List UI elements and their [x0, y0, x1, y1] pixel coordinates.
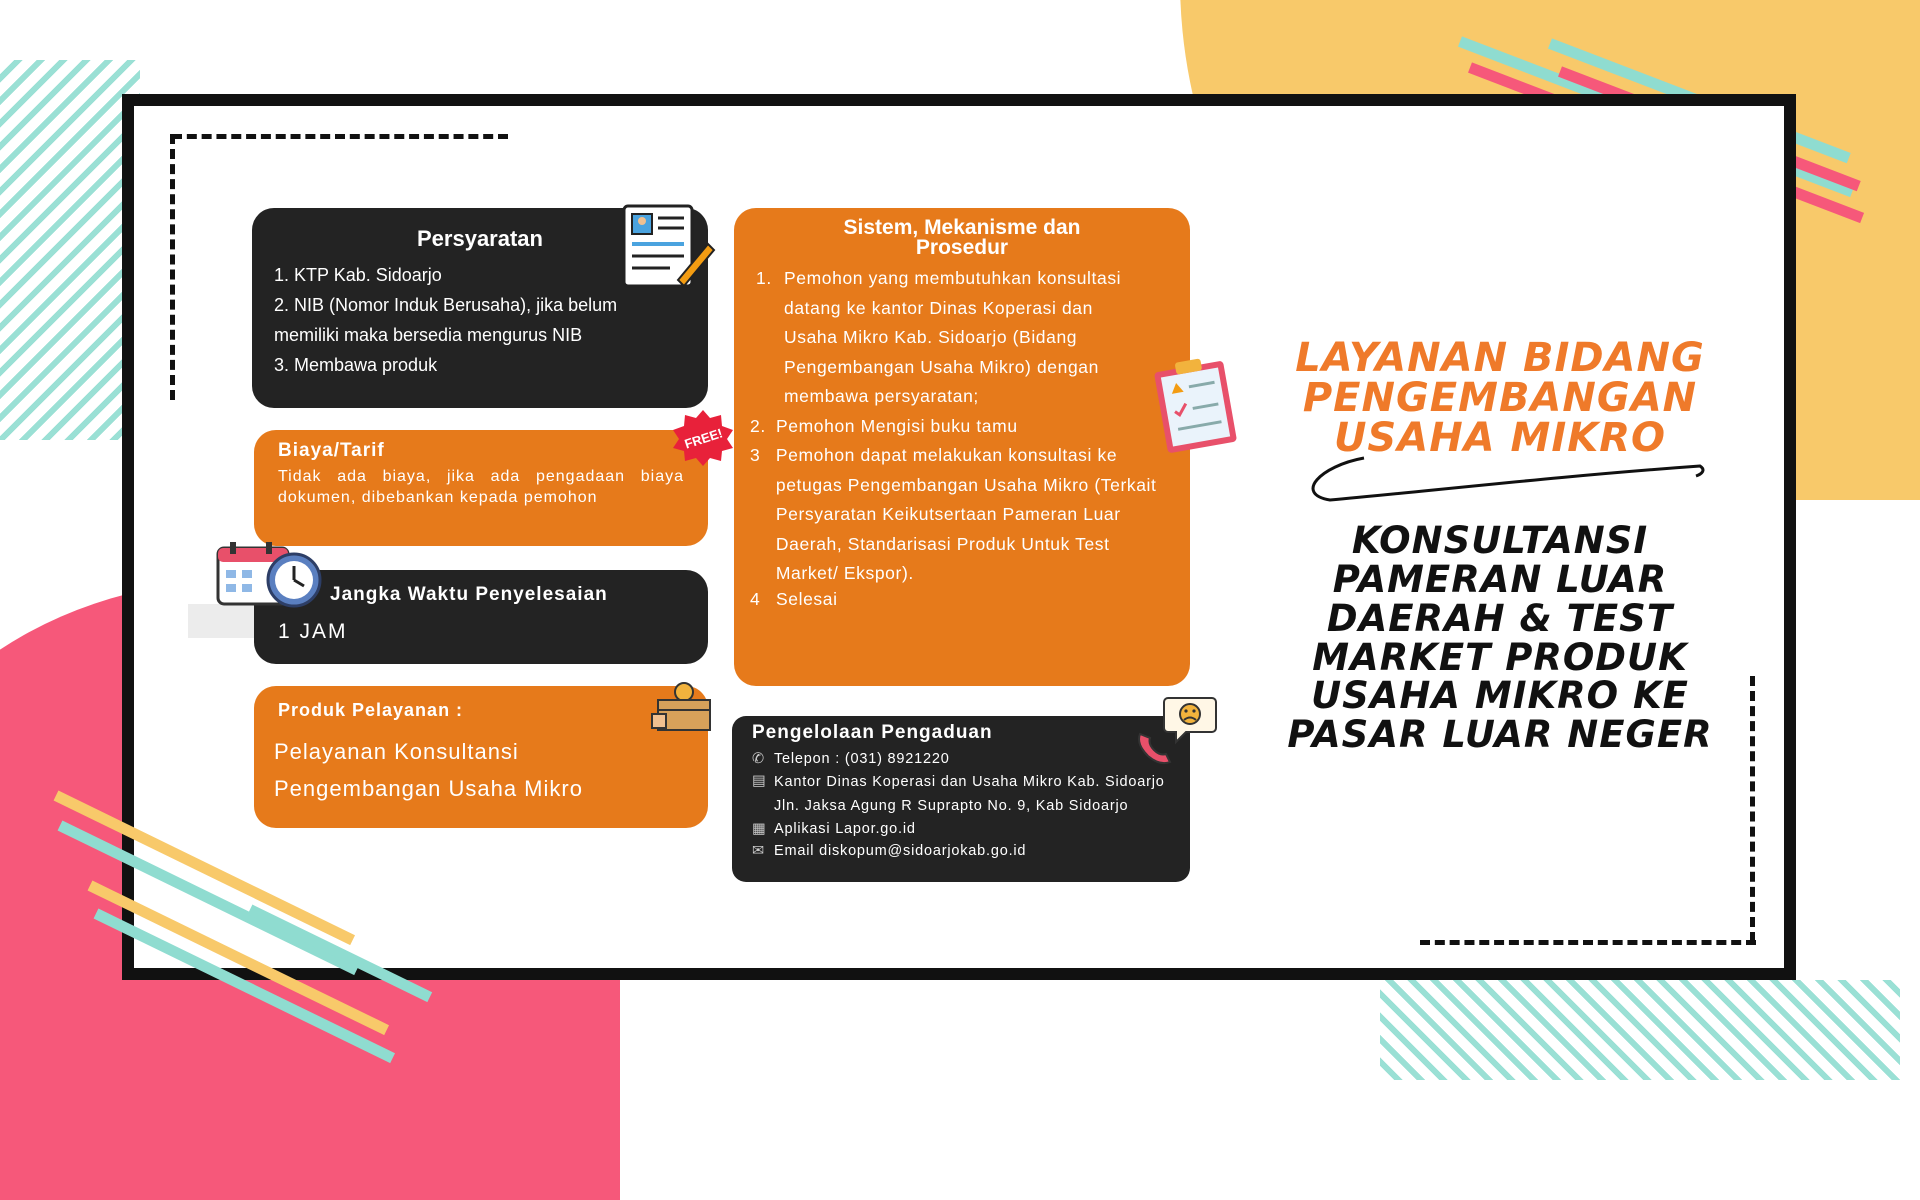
complaints-title: Pengelolaan Pengaduan	[752, 722, 993, 743]
product-card	[254, 686, 708, 828]
procedure-steps	[750, 264, 1174, 609]
procedure-step-text: Pemohon yang membutuhkan konsultasi datang ke kantor Dinas Koperasi dan Usaha Mikro Kab. Sidoarjo (Bidang Pengembangan Usaha Mikro) dengan membawa persyaratan;	[784, 268, 1122, 406]
procedure-title: Sistem, Mekanisme dan Prosedur	[843, 216, 1081, 259]
dashed-corner-right	[1750, 676, 1755, 942]
headline-title: LAYANAN BIDANG PENGEMBANGAN USAHA MIKRO	[1295, 335, 1705, 461]
requirements-item: 2. NIB (Nomor Induk Berusaha), jika belum memiliki maka bersedia mengurus NIB	[274, 295, 618, 345]
dashed-corner-bottom	[1420, 940, 1756, 945]
phone-icon: ✆	[752, 751, 765, 767]
complaint-phone-icon	[1134, 694, 1218, 766]
procedure-step-number: 2.	[750, 415, 766, 436]
procedure-step-number: 4	[750, 588, 761, 609]
complaints-item	[752, 748, 1170, 770]
dashed-corner-left	[170, 134, 175, 400]
bg-chevron-bottom	[1380, 980, 1900, 1080]
free-badge-label: FREE!	[682, 424, 724, 452]
complaints-item	[752, 818, 1170, 840]
fee-title: Biaya/Tarif	[278, 440, 385, 461]
procedure-step	[750, 264, 1174, 412]
app-icon: ▦	[752, 821, 767, 837]
calendar-clock-icon	[214, 540, 326, 608]
clipboard-checklist-icon	[1140, 354, 1250, 454]
headline-subtitle: KONSULTANSI PAMERAN LUAR DAERAH & TEST MARKET PRODUK USAHA MIKRO KE PASAR LUAR NEGER	[1287, 519, 1713, 757]
procedure-step-number: 3	[750, 445, 761, 465]
procedure-step	[750, 589, 1174, 609]
procedure-step-number: 1.	[756, 268, 772, 288]
procedure-step-text: Pemohon dapat melakukan konsultasi ke petugas Pengembangan Usaha Mikro (Terkait Persyaratan Keikutsertaan Pameran Luar Daerah, Standarisasi Produk Untuk Test Market/ Ekspor).	[775, 445, 1157, 583]
dashed-corner-top	[172, 134, 508, 139]
procedure-step-text: Pemohon Mengisi buku tamu	[776, 415, 1018, 436]
product-box-icon	[650, 680, 718, 734]
requirements-item: 1. KTP Kab. Sidoarjo	[274, 265, 442, 285]
free-badge	[670, 410, 736, 466]
duration-value: 1 JAM	[278, 620, 348, 643]
requirements-item: 3. Membawa produk	[274, 355, 438, 375]
complaints-card	[732, 716, 1190, 882]
document-pencil-icon	[620, 204, 716, 290]
duration-title: Jangka Waktu Penyelesaian	[330, 584, 608, 605]
procedure-step	[750, 412, 1174, 442]
fee-card	[254, 430, 708, 546]
procedure-card	[734, 208, 1190, 686]
product-text: Pelayanan Konsultansi Pengembangan Usaha Mikro	[274, 739, 583, 801]
fee-text: Tidak ada biaya, jika ada pengadaan biaya dokumen, dibebankan kepada pemohon	[278, 468, 684, 506]
complaints-item	[752, 840, 1170, 862]
complaints-item-text: Email diskopum@sidoarjokab.go.id	[774, 843, 1027, 859]
brush-swoosh	[1300, 452, 1710, 512]
requirements-title: Persyaratan	[417, 226, 543, 251]
complaints-item	[752, 770, 1170, 818]
complaints-item-text: Aplikasi Lapor.go.id	[774, 821, 916, 837]
bg-chevron-left	[0, 60, 140, 440]
product-title: Produk Pelayanan :	[278, 700, 464, 720]
procedure-step	[750, 441, 1174, 589]
decor-gray-block	[188, 604, 254, 638]
procedure-step-text: Selesai	[776, 588, 838, 609]
complaints-item-text: Telepon : (031) 8921220	[774, 751, 950, 767]
email-icon: ✉	[752, 843, 765, 859]
complaints-list	[752, 748, 1170, 862]
building-icon: ▤	[752, 773, 767, 789]
complaints-item-text: Kantor Dinas Koperasi dan Usaha Mikro Kab. Sidoarjo Jln. Jaksa Agung R Suprapto No. 9, Kab Sidoarjo	[774, 774, 1165, 814]
